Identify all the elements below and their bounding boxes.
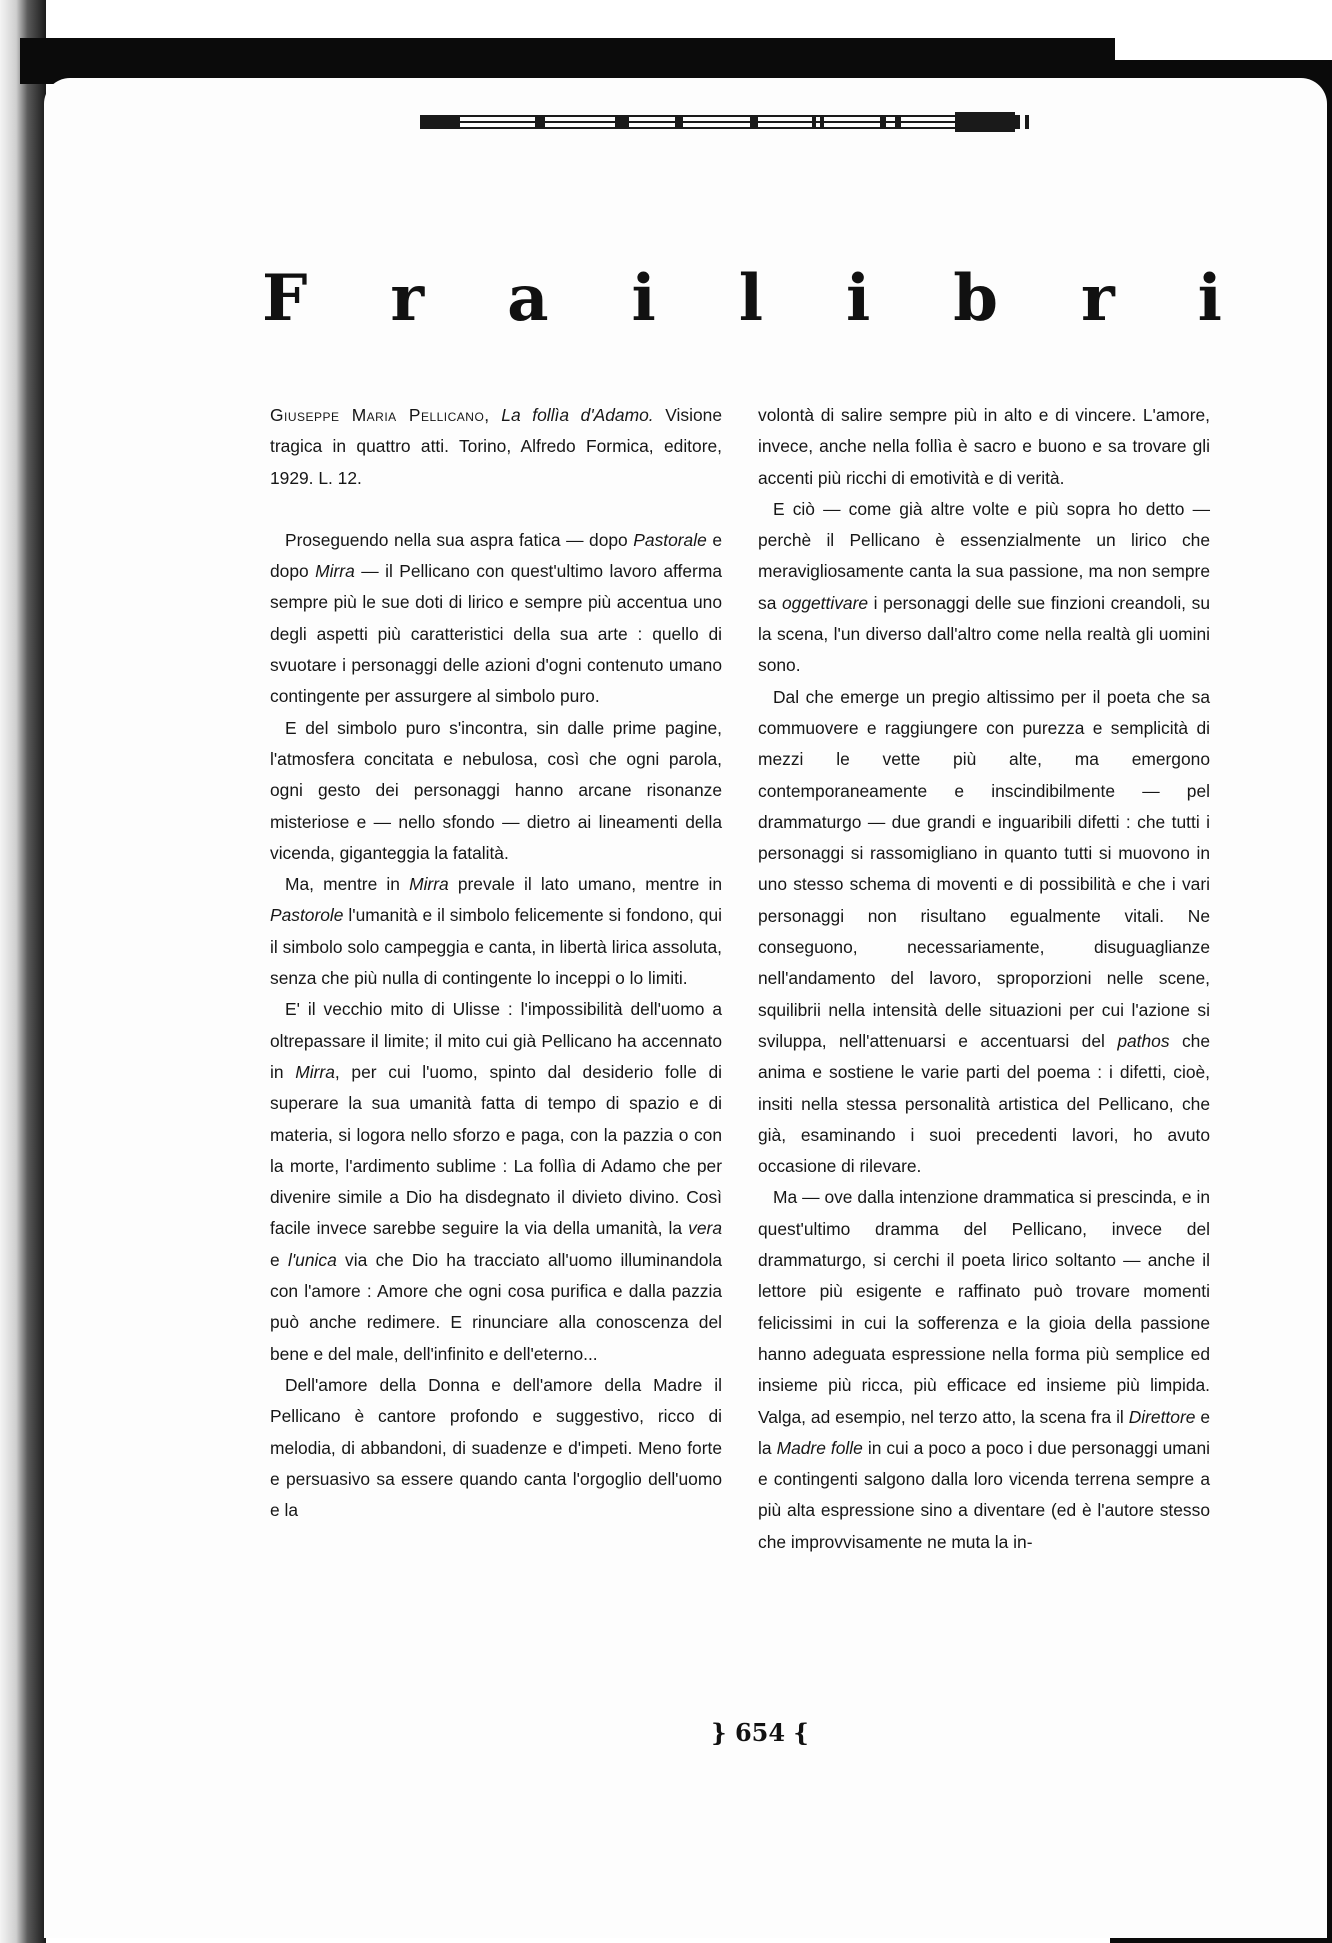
- citation-title: La follìa d'Adamo.: [501, 405, 654, 425]
- citation-author: Giuseppe Maria Pellicano,: [270, 405, 490, 425]
- paragraph: volontà di salire sempre più in alto e di vincere. L'amore, invece, anche nella follìa è sacro e buono e sa trovare gli accenti più ricchi di emotività e di verità.: [758, 405, 1210, 488]
- header-ornament: [420, 112, 1040, 132]
- title-letter: b: [953, 260, 999, 336]
- title-letter: a: [507, 260, 549, 336]
- right-column: [758, 400, 1210, 1558]
- title-letter: i: [631, 260, 656, 336]
- title-letter: i: [846, 260, 871, 336]
- title-letter: i: [1197, 260, 1222, 336]
- left-column: [270, 400, 722, 1526]
- paragraph: Ma — ove dalla intenzione drammatica si prescinda, e in quest'ultimo dramma del Pellicano, invece del drammaturgo, si cerchi il poeta lirico soltanto — anche il lettore più esigente e raffinato può trovare momenti felicissimi in cui la sofferenza e la gioia della passione hanno adeguata espressione nella forma più semplice ed insieme più ricca, più efficace ed insieme più limpida. Valga, ad esempio, nel terzo atto, la scena fra il Direttore e la Madre folle in cui a poco a poco i due personaggi umani e contingenti salgono dalla loro vicenda terrena sempre a più alta espressione sino a diventare (ed è l'autore stesso che improvvisamente ne muta la in-: [758, 1187, 1210, 1552]
- paragraph: Ma, mentre in Mirra prevale il lato umano, mentre in Pastorole l'umanità e il simbolo felicemente si fondono, qui il simbolo solo campeggia e canta, in libertà lirica assoluta, senza che più nulla di contingente lo inceppi o lo limiti.: [270, 874, 722, 989]
- paragraph: E' il vecchio mito di Ulisse : l'impossibilità dell'uomo a oltrepassare il limite; il mito cui già Pellicano ha accennato in Mirra, per cui l'uomo, spinto dal desiderio folle di superare la sua umanità fatta di tempo di spazio e di materia, si logora nello sforzo e paga, con la pazzia o con la morte, l'ardimento sublime : La follìa di Adamo che per divenire simile a Dio ha disdegnato il divieto divino. Così facile invece sarebbe seguire la via della umanità, la vera e l'unica via che Dio ha tracciato all'uomo illuminandola con l'amore : Amore che ogni cosa purifica e dalla pazzia può anche redimere. E rinunciare alla conoscenza del bene e del male, dell'infinito e dell'eterno...: [270, 999, 723, 1364]
- title-letter: l: [738, 260, 764, 336]
- paragraph: E ciò — come già altre volte e più sopra ho detto — perchè il Pellicano è essenzialmente un lirico che meravigliosamente canta la sua passione, ma non sempre sa oggettivare i personaggi delle sue finzioni creandoli, su la scena, l'un diverso dall'altro come nella realtà gli uomini sono.: [758, 498, 1210, 676]
- title-letter: r: [390, 260, 425, 336]
- paragraph: Proseguendo nella sua aspra fatica — dopo Pastorale e dopo Mirra — il Pellicano con quest'ultimo lavoro afferma sempre più le sue doti di lirico e sempre più accentua uno degli aspetti più caratteristici della sua arte : quello di svuotare i personaggi delle azioni d'ogni contenuto umano contingente per assurgere al simbolo puro.: [270, 529, 722, 707]
- book-citation: [270, 400, 722, 494]
- title-letter: r: [1080, 260, 1115, 336]
- scan-left-shadow: [0, 0, 46, 1943]
- page-number: } 654 {: [711, 1718, 809, 1747]
- paragraph: E del simbolo puro s'incontra, sin dalle prime pagine, l'atmosfera concitata e nebulosa, così che ogni parola, ogni gesto dei personaggi hanno arcane risonanze misteriose e — nello sfondo — dietro ai lineamenti della vicenda, giganteggia la fatalità.: [270, 717, 722, 863]
- paragraph: Dell'amore della Donna e dell'amore della Madre il Pellicano è cantore profondo e suggestivo, ricco di melodia, di abbandoni, di suadenze e d'impeti. Meno forte e persuasivo sa essere quando canta l'orgoglio dell'uomo e la: [270, 1374, 722, 1521]
- paragraph: Dal che emerge un pregio altissimo per il poeta che sa commuovere e raggiungere con purezza e semplicità di mezzi le vette più alte, ma emergono contemporaneamente e inscindibilmente — pel drammaturgo — due grandi e inguaribili difetti : che tutti i personaggi si rassomigliano in quanto tutti si muovono in uno stesso schema di moventi e di possibilità e che i vari personaggi non risultano egualmente vitali. Ne conseguono, necessariamente, disuguaglianze nell'andamento del lavoro, sproporzioni nelle scene, squilibrii nella intensità delle situazioni per cui l'azione si sviluppa, nell'attenuarsi e accentuarsi del pathos che anima e sostiene le varie parti del poema : i difetti, cioè, insiti nella stessa personalità artistica del Pellicano, che già, esaminando i suoi precedenti lavori, ho avuto occasione di rilevare.: [758, 686, 1211, 1177]
- citation-details: Visione tragica in quattro atti. Torino, Alfredo Formica, editore, 1929. L. 12.: [270, 405, 722, 488]
- page-title: [262, 258, 1222, 338]
- title-letter: F: [262, 260, 308, 336]
